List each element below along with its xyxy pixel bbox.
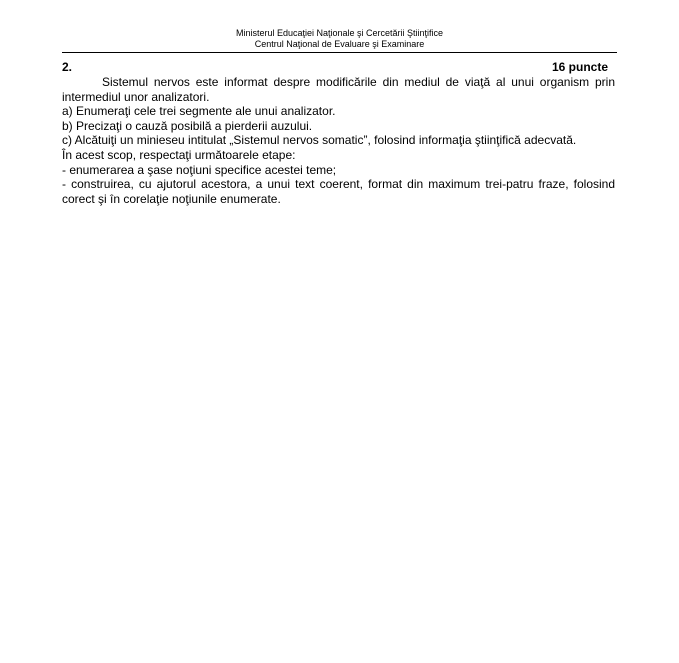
- question-intro: Sistemul nervos este informat despre modificările din mediul de viaţă al unui organism prin intermediul unor analizatori.: [62, 75, 615, 104]
- step-1: - enumerarea a şase noţiuni specifice acestei teme;: [62, 162, 337, 177]
- item-b: b) Precizaţi o cauză posibilă a pierderii auzului.: [62, 118, 313, 133]
- question-block: [62, 60, 615, 206]
- header-divider: [62, 52, 617, 53]
- page-header: [0, 28, 679, 50]
- question-heading: [62, 60, 615, 74]
- question-number: 2.: [62, 60, 73, 74]
- item-c: c) Alcătuiţi un minieseu intitulat „Sistemul nervos somatic”, folosind informaţia ştiinţifică adecvată.: [62, 133, 577, 148]
- step-2: - construirea, cu ajutorul acestora, a unui text coerent, format din maximum trei-patru fraze, folosind corect şi în corelaţie noţiunile enumerate.: [62, 177, 615, 206]
- question-points: 16 puncte: [551, 60, 608, 74]
- ministry-name: Ministerul Educaţiei Naţionale şi Cercetării Ştiinţifice: [235, 28, 444, 38]
- steps-intro: În acest scop, respectaţi următoarele etape:: [62, 147, 296, 162]
- evaluation-center-name: Centrul Naţional de Evaluare şi Examinare: [254, 39, 425, 49]
- item-a: a) Enumeraţi cele trei segmente ale unui analizator.: [62, 104, 336, 119]
